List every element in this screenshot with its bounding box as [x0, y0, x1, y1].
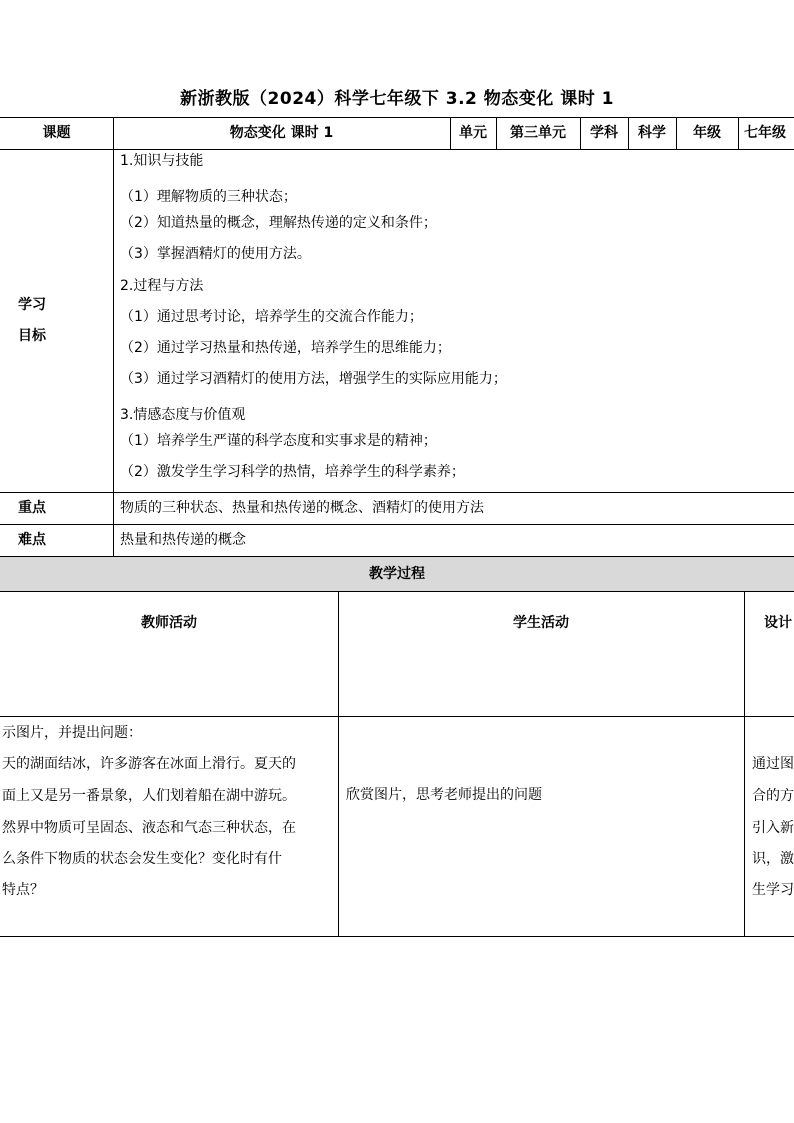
- design-intent-line: 合的方: [752, 788, 794, 804]
- table-border: [0, 492, 794, 493]
- page-title: 新浙教版（2024）科学七年级下 3.2 物态变化 课时 1: [180, 89, 614, 109]
- column-header-student: 学生活动: [513, 615, 569, 631]
- objective-heading: 2.过程与方法: [120, 278, 204, 294]
- teacher-activity-line: 天的湖面结冰，许多游客在冰面上滑行。夏天的: [2, 756, 296, 772]
- teacher-activity-line: 面上又是另一番景象，人们划着船在湖中游玩。: [2, 788, 296, 804]
- lesson-value: 物态变化 课时 1: [229, 125, 334, 141]
- lesson-label: 课题: [42, 125, 71, 141]
- objective-item: （2）知道热量的概念，理解热传递的定义和条件；: [120, 215, 437, 231]
- table-border: [0, 524, 794, 525]
- column-header-design: 设计: [764, 615, 792, 631]
- objective-item: （3）掌握酒精灯的使用方法。: [120, 246, 311, 262]
- objective-heading: 1.知识与技能: [120, 153, 204, 169]
- table-border: [744, 591, 745, 936]
- teacher-activity-line: 然界中物质可呈固态、液态和气态三种状态，在: [2, 820, 296, 836]
- grade-label: 年级: [693, 125, 721, 141]
- objective-item: （3）通过学习酒精灯的使用方法，增强学生的实际应用能力；: [120, 371, 507, 387]
- teacher-activity-line: 示图片，并提出问题：: [2, 725, 142, 741]
- process-heading: 教学过程: [369, 566, 425, 582]
- design-intent-line: 生学习: [752, 882, 794, 898]
- table-border: [0, 936, 794, 937]
- teacher-activity-line: 么条件下物质的状态会发生变化？变化时有什: [2, 851, 282, 867]
- unit-value: 第三单元: [510, 125, 566, 141]
- teacher-activity-line: 特点？: [2, 882, 44, 898]
- table-border: [0, 117, 794, 118]
- objectives-label-line1: 学习: [18, 297, 46, 313]
- column-header-teacher: 教师活动: [141, 615, 197, 631]
- key-points-label: 重点: [18, 500, 46, 516]
- unit-label: 单元: [459, 125, 487, 141]
- design-intent-line: 引入新: [752, 820, 794, 836]
- subject-label: 学科: [590, 125, 618, 141]
- objective-item: （2）激发学生学习科学的热情，培养学生的科学素养；: [120, 464, 465, 480]
- difficult-points-value: 热量和热传递的概念: [120, 532, 246, 548]
- table-border: [338, 591, 339, 936]
- table-border: [113, 117, 114, 557]
- objective-item: （1）通过思考讨论，培养学生的交流合作能力；: [120, 309, 423, 325]
- table-border: [0, 716, 794, 717]
- table-border: [738, 117, 739, 149]
- subject-value: 科学: [638, 125, 666, 141]
- objective-heading: 3.情感态度与价值观: [120, 407, 246, 423]
- design-intent-line: 识，激: [752, 851, 794, 867]
- objective-item: （1）理解物质的三种状态；: [120, 189, 297, 205]
- design-intent-line: 通过图: [752, 756, 794, 772]
- student-activity: 欣赏图片，思考老师提出的问题: [346, 787, 542, 803]
- difficult-points-label: 难点: [18, 532, 46, 548]
- key-points-value: 物质的三种状态、热量和热传递的概念、酒精灯的使用方法: [120, 500, 484, 516]
- table-border: [0, 556, 794, 557]
- objectives-label-line2: 目标: [18, 328, 46, 344]
- objective-item: （2）通过学习热量和热传递，培养学生的思维能力；: [120, 340, 451, 356]
- table-border: [0, 591, 794, 592]
- grade-value: 七年级: [744, 125, 786, 141]
- objective-item: （1）培养学生严谨的科学态度和实事求是的精神；: [120, 433, 437, 449]
